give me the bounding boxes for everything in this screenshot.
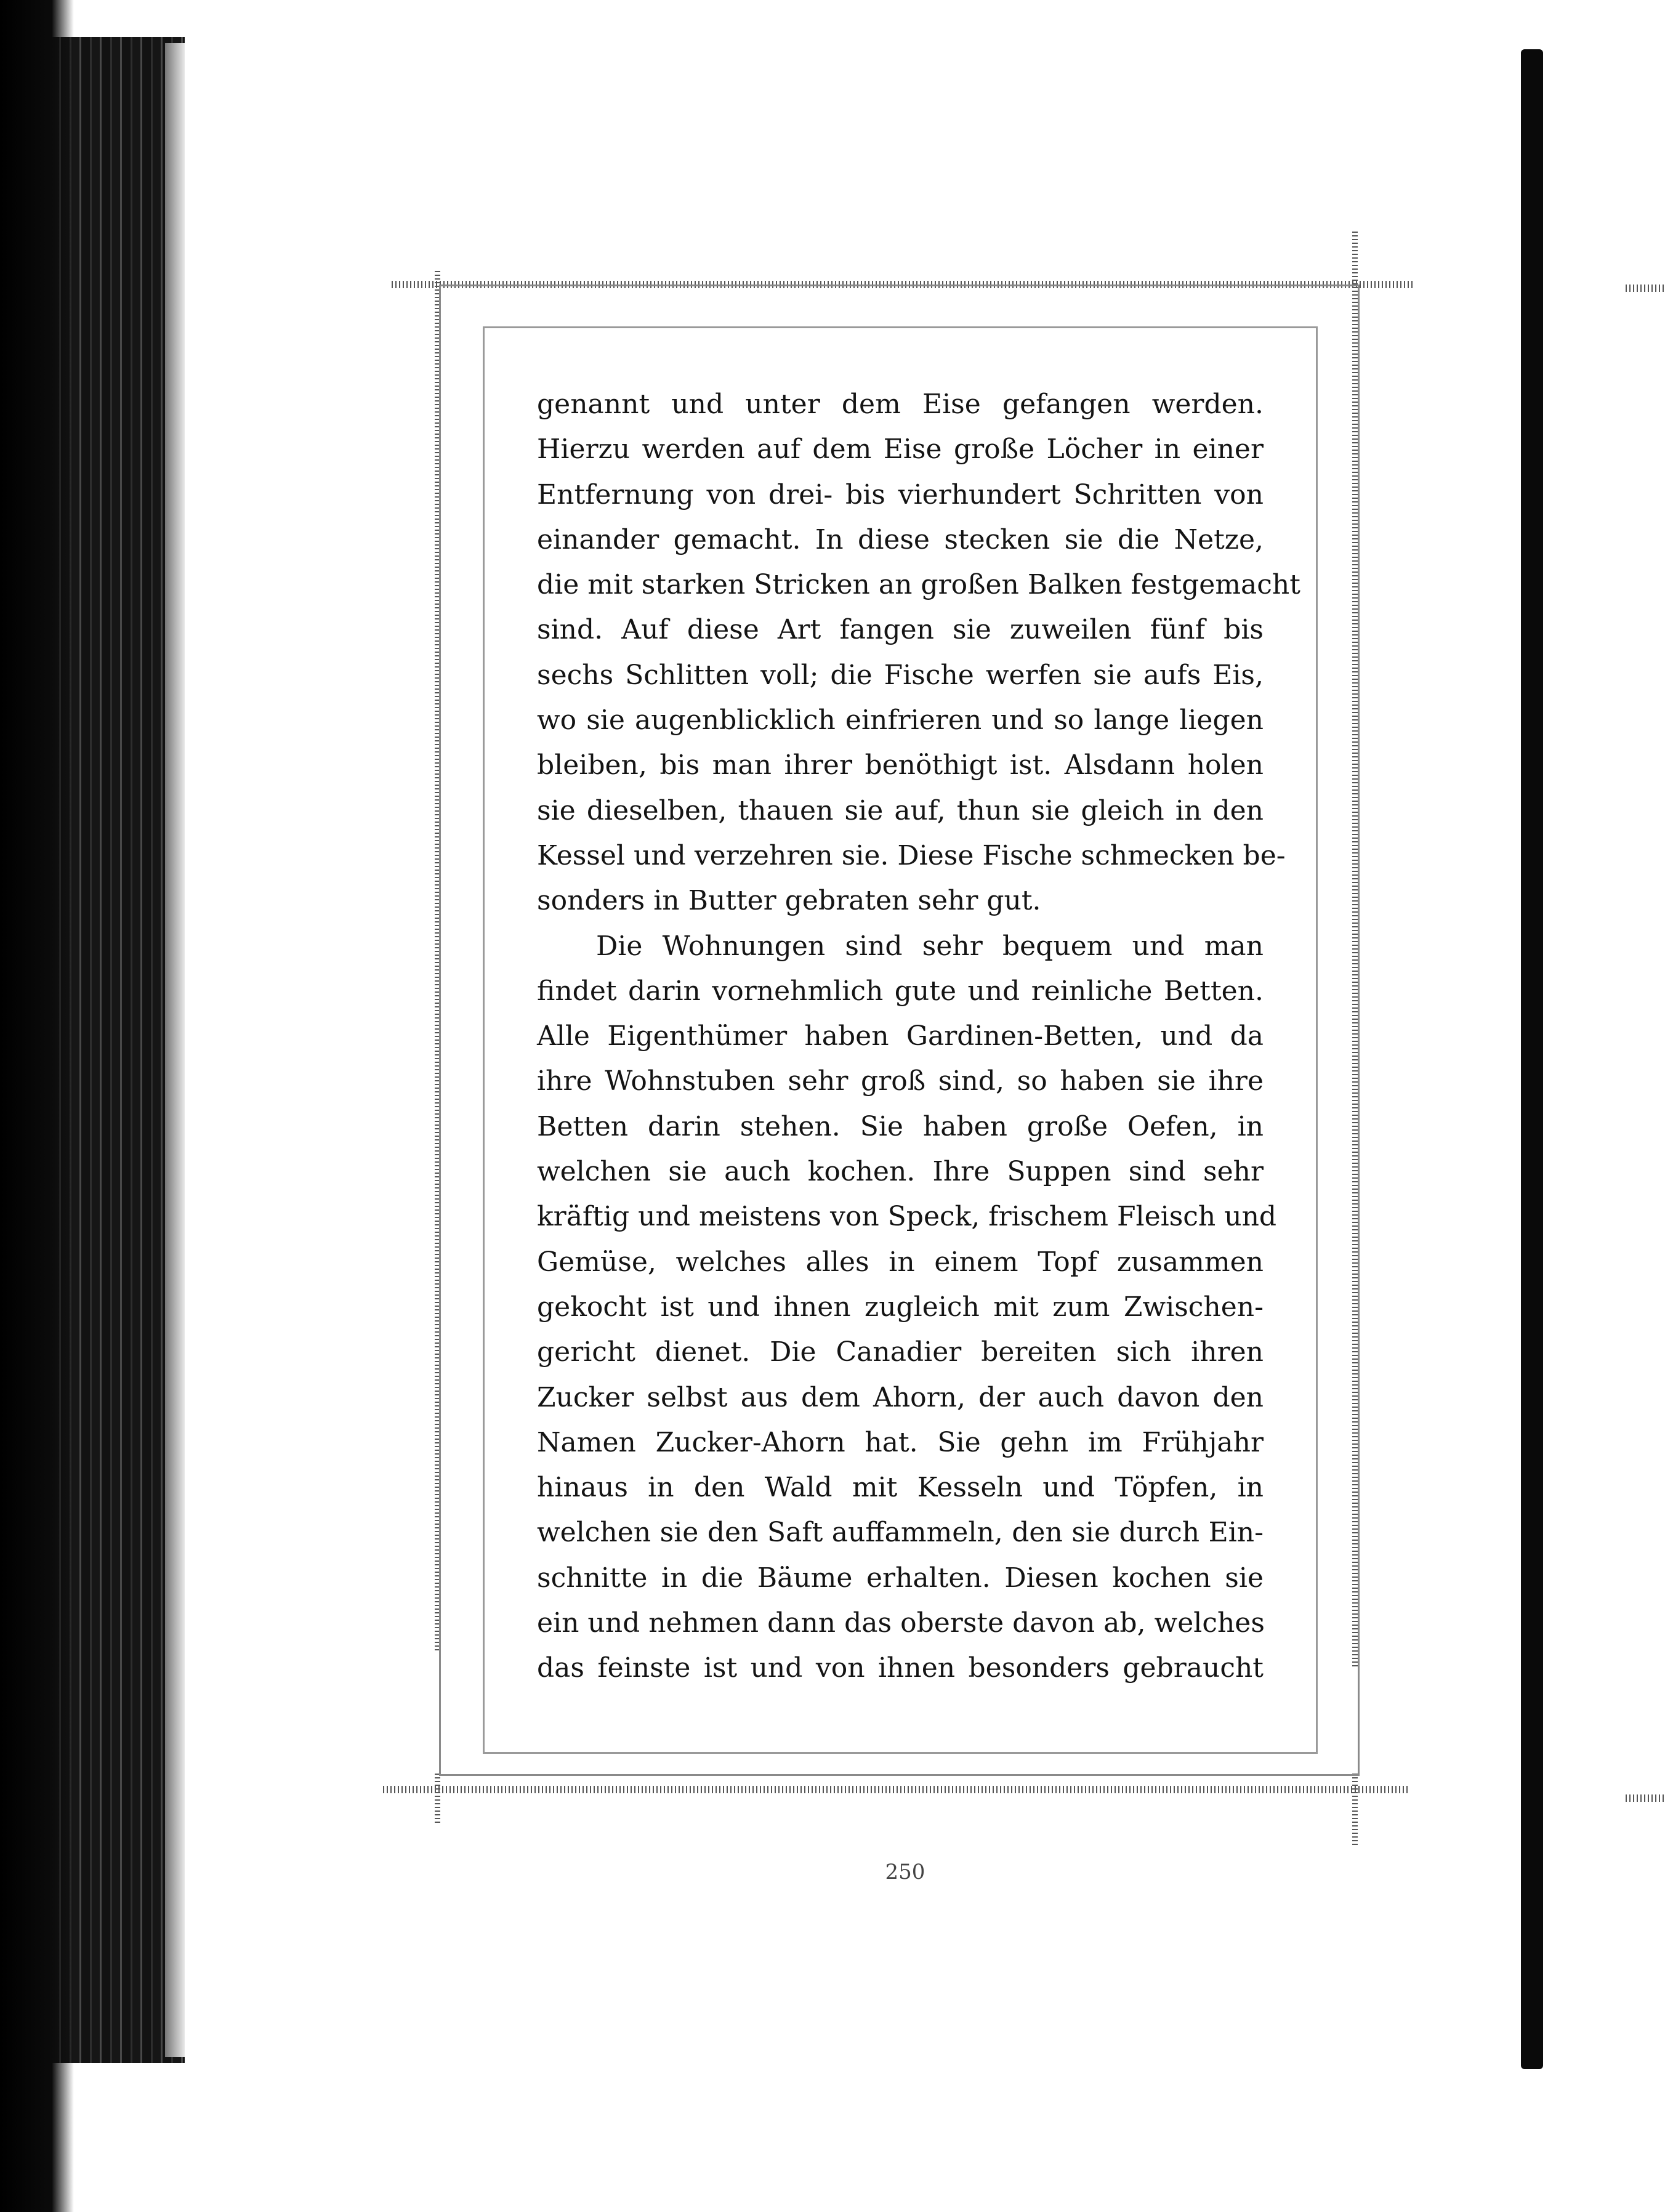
text-line: das feinste ist und von ihnen besonders gebraucht: [537, 1652, 1264, 1684]
text-line: Betten darin stehen. Sie haben große Oefen, in: [537, 1110, 1264, 1142]
text-line: gericht dienet. Die Canadier bereiten sich ihren: [537, 1336, 1264, 1368]
text-line: Kessel und verzehren sie. Diese Fische schmecken be-: [537, 839, 1286, 871]
right-dotted-rule-lower: [1352, 1774, 1358, 1847]
page-number: 250: [885, 1860, 925, 1884]
text-line: sie dieselben, thauen sie auf, thun sie gleich in den: [537, 794, 1264, 826]
text-line: Alle Eigenthümer haben Gardinen-Betten, und da: [537, 1020, 1264, 1052]
text-line: welchen sie auch kochen. Ihre Suppen sind sehr: [537, 1156, 1264, 1188]
text-line: sonders in Butter gebraten sehr gut.: [537, 885, 1041, 917]
text-line: Gemüse, welches alles in einem Topf zusammen: [537, 1246, 1264, 1278]
book-edge-shadow: [0, 0, 74, 2212]
facing-page-dotted-rule-top: [1626, 285, 1665, 292]
facing-page-edge: [1521, 49, 1543, 2069]
text-line: genannt und unter dem Eise gefangen werden.: [537, 389, 1264, 420]
text-line: gekocht ist und ihnen zugleich mit zum Zwischen-: [537, 1291, 1264, 1323]
text-line: einander gemacht. In diese stecken sie die Netze,: [537, 523, 1264, 555]
left-dotted-rule-lower: [435, 1774, 440, 1823]
text-line: ein und nehmen dann das oberste davon ab, welches: [537, 1607, 1265, 1639]
facing-page-dotted-rule-bottom: [1626, 1794, 1665, 1802]
text-line: die mit starken Stricken an großen Balken festgemacht: [537, 569, 1300, 601]
text-line: welchen sie den Saft auffammeln, den sie durch Ein-: [537, 1517, 1264, 1549]
text-line: bleiben, bis man ihrer benöthigt ist. Alsdann holen: [537, 749, 1264, 781]
text-line: wo sie augenblicklich einfrieren und so lange liegen: [537, 704, 1264, 737]
text-line: schnitte in die Bäume erhalten. Diesen kochen sie: [537, 1562, 1264, 1594]
bottom-dotted-rule: [383, 1786, 1410, 1793]
text-line: Zucker selbst aus dem Ahorn, der auch davon den: [537, 1381, 1264, 1413]
text-line: ihre Wohnstuben sehr groß sind, so haben sie ihre: [537, 1065, 1264, 1097]
text-line: Die Wohnungen sind sehr bequem und man: [596, 930, 1264, 962]
book-gutter: [165, 43, 185, 2057]
body-text: [537, 382, 1300, 1691]
text-line: Entfernung von drei- bis vierhundert Schritten von: [537, 478, 1264, 511]
text-line: hinaus in den Wald mit Kesseln und Töpfen, in: [537, 1472, 1264, 1504]
text-line: Hierzu werden auf dem Eise große Löcher in einer: [537, 434, 1264, 466]
text-line: sind. Auf diese Art fangen sie zuweilen fünf bis: [537, 614, 1264, 646]
text-line: Namen Zucker-Ahorn hat. Sie gehn im Frühjahr: [537, 1426, 1264, 1458]
text-line: kräftig und meistens von Speck, frischem Fleisch und: [537, 1201, 1277, 1233]
text-line: findet darin vornehmlich gute und reinliche Betten.: [537, 975, 1264, 1007]
text-line: sechs Schlitten voll; die Fische werfen sie aufs Eis,: [537, 659, 1264, 691]
